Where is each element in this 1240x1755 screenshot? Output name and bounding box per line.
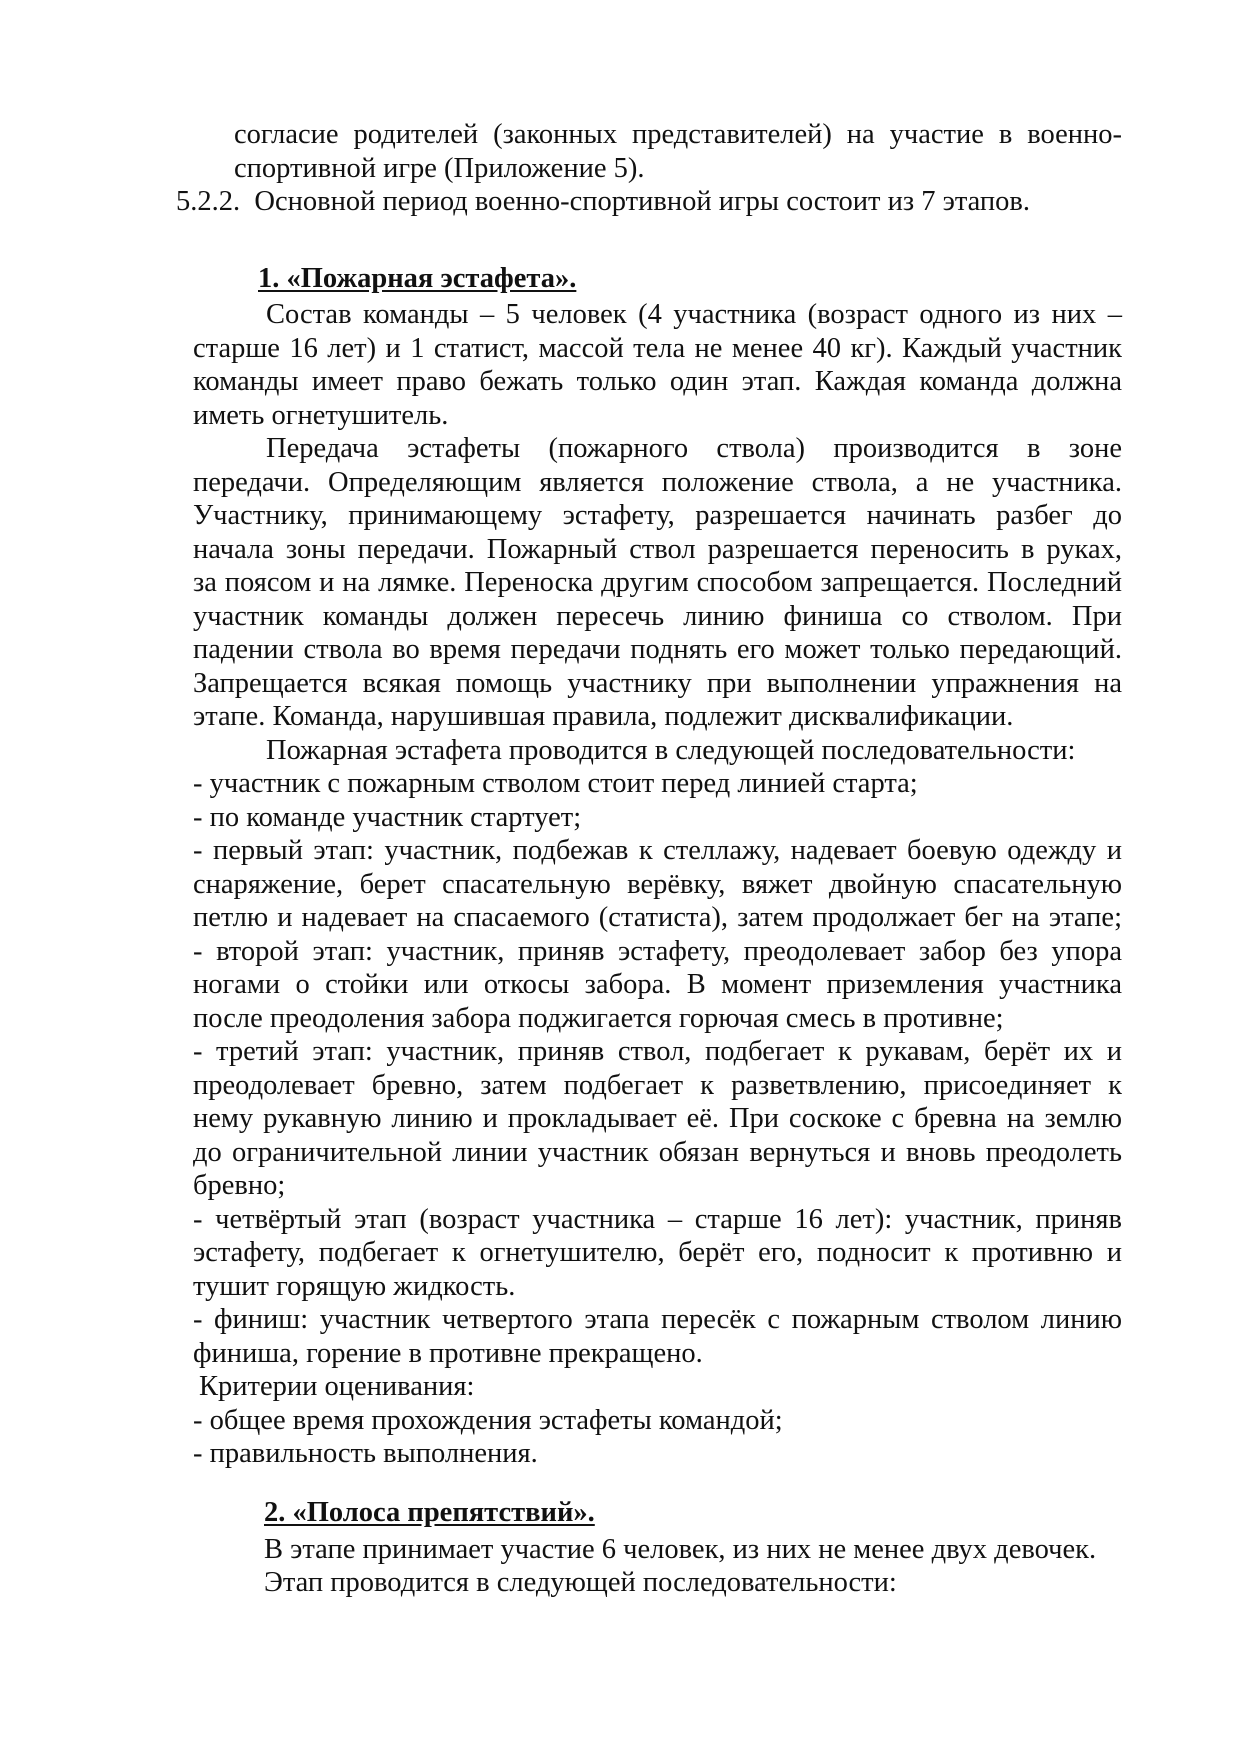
text-line: эстафету, подбегает к огнетушителю, берёт его, подносит к противню и xyxy=(193,1237,1122,1268)
text-line: этапе. Команда, нарушившая правила, подлежит дисквалификации. xyxy=(193,701,1014,732)
text-line: Состав команды – 5 человек (4 участника (возраст одного из них – xyxy=(266,299,1122,330)
text-line: иметь огнетушитель. xyxy=(193,399,449,431)
list-item-5-2-2 xyxy=(176,185,1122,219)
text-line: Пожарная эстафета проводится в следующей последовательности: xyxy=(266,734,1076,766)
text-line: команды имеет право бежать только один этап. Каждая команда должна xyxy=(193,366,1122,397)
list-item: - третий этап: участник, приняв ствол, подбегает к рукавам, берёт их и xyxy=(193,1036,1122,1067)
text-line: тушит горящую жидкость. xyxy=(193,1270,516,1302)
text-line: Запрещается всякая помощь участнику при выполнении упражнения на xyxy=(193,667,1122,699)
text-line: передачи. Определяющим является положение ствола, а не участника. xyxy=(193,466,1122,498)
list-item: - участник с пожарным стволом стоит перед линией старта; xyxy=(193,768,918,799)
list-item: - по команде участник стартует; xyxy=(193,801,582,833)
text-line: за поясом и на лямке. Переноска другим способом запрещается. Последний xyxy=(193,567,1122,598)
list-item: - первый этап: участник, подбежав к стеллажу, надевает боевую одежду и xyxy=(193,835,1122,866)
text-line: падении ствола во время передачи поднять его может только передающий. xyxy=(193,634,1122,665)
text-line: старше 16 лет) и 1 статист, массой тела не менее 40 кг). Каждый участник xyxy=(193,332,1122,364)
list-item: - второй этап: участник, приняв эстафету, преодолевает забор без упора xyxy=(193,935,1122,967)
text-line: В этапе принимает участие 6 человек, из них не менее двух девочек. xyxy=(264,1533,1097,1565)
text-line: Участнику, принимающему эстафету, разрешается начинать разбег до xyxy=(193,500,1122,531)
text-line: до ограничительной линии участник обязан вернуться и вновь преодолеть xyxy=(193,1136,1122,1168)
list-item: - общее время прохождения эстафеты командой; xyxy=(193,1404,783,1436)
item-number: 5.2.2. xyxy=(176,186,241,217)
text-line: участник команды должен пересечь линию финиша со стволом. При xyxy=(193,600,1122,632)
section-heading: 2. «Полоса препятствий». xyxy=(264,1497,595,1528)
section-1-body xyxy=(193,298,1122,1471)
text-line: бревно; xyxy=(193,1170,286,1201)
text-line: петлю и надевает на спасаемого (статиста), затем продолжает бег на этапе; xyxy=(193,902,1122,933)
text-line: ногами о стойки или откосы забора. В момент приземления участника xyxy=(193,969,1122,1000)
section-2 xyxy=(264,1496,1122,1600)
text-line: начала зоны передачи. Пожарный ствол разрешается переносить в руках, xyxy=(193,533,1122,565)
text-line: финиша, горение в противне прекращено. xyxy=(193,1337,703,1369)
list-item: - финиш: участник четвертого этапа пересёк с пожарным стволом линию xyxy=(193,1304,1122,1335)
text-line: спортивной игре (Приложение 5). xyxy=(234,152,645,184)
text-line: Передача эстафеты (пожарного ствола) производится в зоне xyxy=(266,433,1122,464)
text-line: Этап проводится в следующей последовательности: xyxy=(264,1567,897,1598)
text-line: преодолевает бревно, затем подбегает к разветвлению, присоединяет к xyxy=(193,1069,1122,1101)
section-1-heading-wrap xyxy=(258,262,1122,296)
criteria-title: Критерии оценивания: xyxy=(199,1371,475,1402)
list-item: - четвёртый этап (возраст участника – старше 16 лет): участник, приняв xyxy=(193,1203,1122,1235)
item-text: Основной период военно-спортивной игры состоит из 7 этапов. xyxy=(254,186,1031,217)
consent-paragraph xyxy=(234,118,1122,185)
text-line: снаряжение, берет спасательную верёвку, вяжет двойную спасательную xyxy=(193,868,1122,900)
text-line: после преодоления забора поджигается горючая смесь в противне; xyxy=(193,1002,1004,1034)
text-line: согласие родителей (законных представителей) на участие в военно- xyxy=(234,119,1122,150)
section-heading: 1. «Пожарная эстафета». xyxy=(258,263,577,294)
text-line: нему рукавную линию и прокладывает её. При соскоке с бревна на землю xyxy=(193,1103,1122,1134)
list-item: - правильность выполнения. xyxy=(193,1438,538,1469)
